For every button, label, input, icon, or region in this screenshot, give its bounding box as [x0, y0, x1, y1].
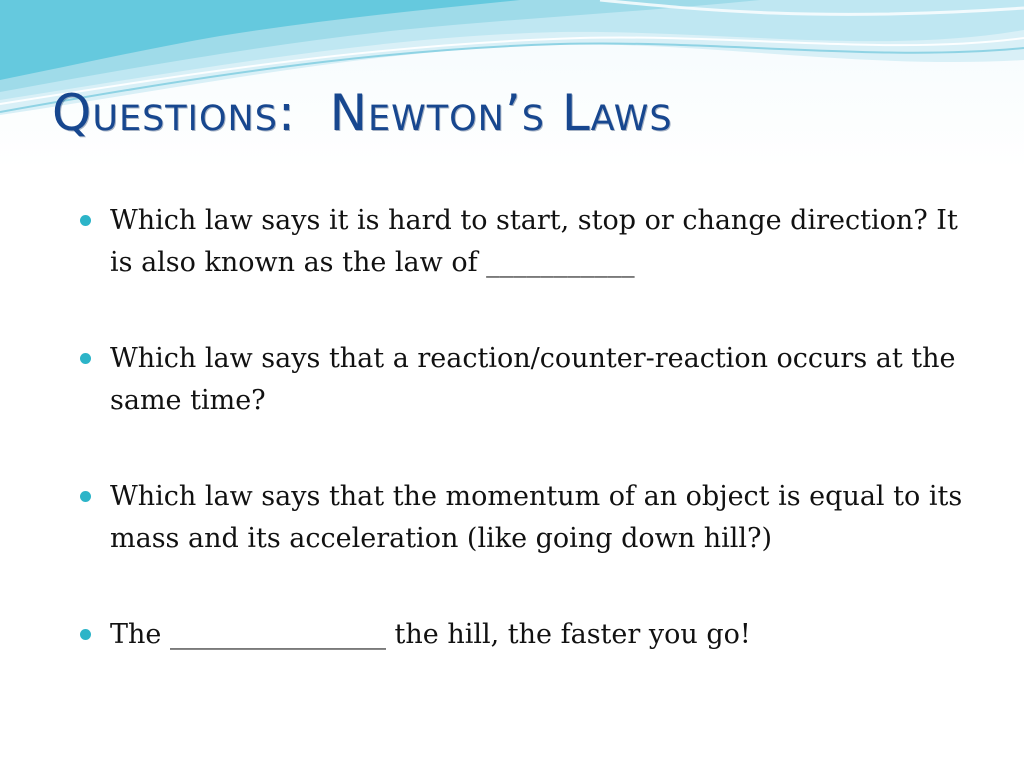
bullet-text: Which law says that the momentum of an object is equal to its mass and its acceleration (like going down hill?) — [110, 481, 963, 554]
bullet-item — [78, 338, 988, 422]
bullet-marker-icon — [80, 629, 91, 640]
bullet-item — [78, 476, 988, 560]
bullet-text: Which law says that a reaction/counter-reaction occurs at the same time? — [110, 343, 956, 416]
bullet-list — [78, 200, 988, 710]
bullet-text: Which law says it is hard to start, stop or change direction? It is also known as the law of ___________ — [110, 205, 958, 278]
bullet-item — [78, 200, 988, 284]
bullet-marker-icon — [80, 491, 91, 502]
bullet-marker-icon — [80, 353, 91, 364]
slide-title: Questions: Newton’s Laws — [52, 84, 673, 142]
bullet-marker-icon — [80, 215, 91, 226]
bullet-item — [78, 614, 988, 656]
bullet-text: The ________________ the hill, the faster you go! — [110, 619, 751, 650]
